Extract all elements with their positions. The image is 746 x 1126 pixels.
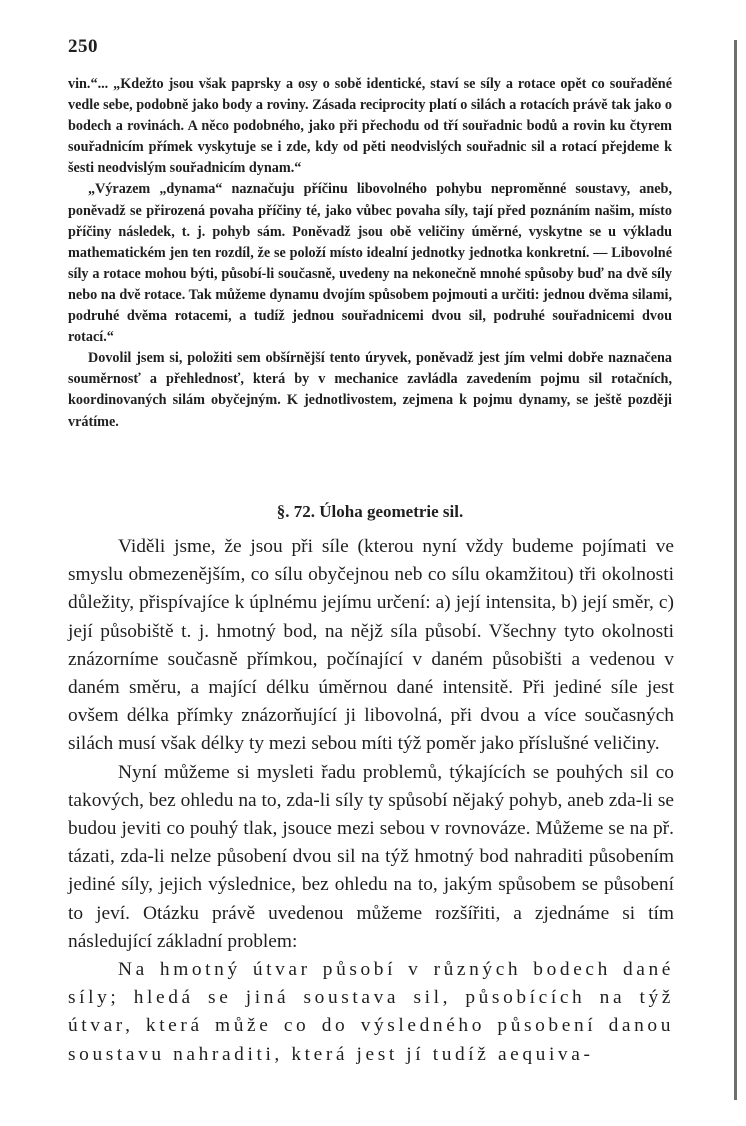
quote-paragraph-1: vin.“... „Kdežto jsou však paprsky a osy o sobě identické, staví se síly a rotace opět co souřaděné vedle sebe, podobně jako body a roviny. Zásada reciprocity platí o silách a rotacích právě tak jako o bodech a rovinách. A něco podobného, jako při přechodu od tří souřadnic bodů a rovin ku čtyrem souřadnicím přímek vyskytuje se i zde, kdy od pěti neodvislých souřadnic sil a rotací přejdeme k šesti neodvislým souřadnicím dynam.“ [68, 76, 672, 177]
quote-paragraph-2: „Výrazem „dynama“ naznačuju příčinu libovolného pohybu neproměnné soustavy, aneb, poněvadž se přirozená povaha příčiny té, jako vůbec povaha síly, tají před poznáním našim, místo příčiny následek, t. j. pohyb sám. Poněvadž jsou obě veličiny úměrné, vyskytne se u výkladu mathematickém jen ten rozdíl, že se položí místo idealní jednotky jednotka konkretní. — Libovolné síly a rotace mohou býti, působí-li současně, uvedeny na nekonečně mnohé spůsoby buď na dvě síly nebo na dvě rotace. Tak můžeme dynamu dvojím spůsobem pojmouti a určiti: jednou dvěma silami, podruhé dvěma rotacemi, a tudíž jednou souřadnicemi dvou sil, podruhé souřadnicemi dvou rotací.“ [68, 181, 672, 346]
section-heading: §. 72. Úloha geometrie sil. [276, 502, 464, 521]
main-text [68, 533, 674, 1069]
quoted-passage [68, 74, 672, 433]
quote-paragraph-3: Dovolil jsem si, položiti sem obšírnější tento úryvek, poněvadž jest jím velmi dobře naznačena souměrnosť a přehlednosť, která by v mechanice zavládla zavedením pojmu sil rotačních, koordinovaných silám obyčejným. K jednotlivostem, zejmena k pojmu dynamy, se ještě později vrátíme. [68, 350, 672, 430]
page-number: 250 [68, 36, 98, 57]
body-paragraph-3: Na hmotný útvar působí v různých bodech dané síly; hledá se jiná soustava sil, působících na týž útvar, která může co do výsledného působení danou soustavu nahraditi, která jest jí tudíž aequiva- [68, 959, 674, 1065]
body-paragraph-1: Viděli jsme, že jsou při síle (kterou nyní vždy budeme pojímati ve smyslu obmezenějším, co sílu obyčejnou neb co sílu okamžitou) tři okolnosti důležity, přispívajíce k úplnému jejímu určení: a) její intensita, b) její směr, c) její působiště t. j. hmotný bod, na nějž síla působí. Všechny tyto okolnosti znázorníme současně přímkou, počínající v daném působišti a vedenou v daném směru, a mající délku úměrnou dané intensitě. Při jediné síle jest ovšem délka přímky znázorňující ji libovolná, při dvou a více současných silách musí však délky ty mezi sebou míti týž poměr jako příslušné veličiny. [68, 536, 674, 755]
body-paragraph-2: Nyní můžeme si mysleti řadu problemů, týkajících se pouhých sil co takových, bez ohledu na to, zda-li síly ty spůsobí nějaký pohyb, aneb zda-li se budou jeviti co pouhý tlak, jsouce mezi sebou v rovnováze. Můžeme se na př. tázati, zda-li nelze působení dvou sil na týž hmotný bod nahraditi působením jediné síly, jejich výslednice, bez ohledu na to, jakým spůsobem se působení to jeví. Otázku právě uvedenou můžeme rozšířiti, a zjednáme si tím následující základní problem: [68, 761, 674, 952]
page-edge-rule [734, 40, 737, 1100]
